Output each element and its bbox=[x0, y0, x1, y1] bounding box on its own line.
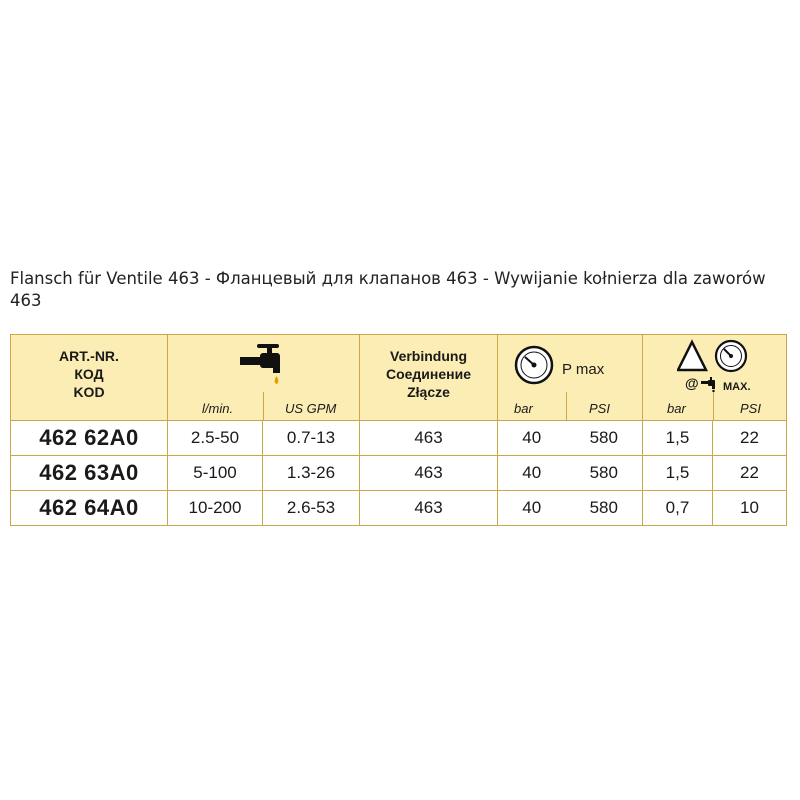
header-divider bbox=[713, 392, 714, 420]
cell-pmax-bar: 40 bbox=[498, 456, 566, 491]
art-label-2: КОД bbox=[74, 366, 104, 382]
unit-pmax-psi: PSI bbox=[589, 401, 610, 416]
cell-delta-psi: 22 bbox=[713, 421, 787, 456]
cell-delta-bar: 1,5 bbox=[643, 456, 713, 491]
header-art-nr bbox=[11, 335, 168, 421]
cell-pmax-bar: 40 bbox=[498, 421, 566, 456]
cell-pmax-psi: 580 bbox=[566, 491, 643, 526]
cell-connection: 463 bbox=[360, 456, 498, 491]
table-row bbox=[11, 491, 787, 526]
cell-code: 462 62A0 bbox=[11, 421, 168, 456]
table-header bbox=[11, 335, 787, 421]
at-symbol: @ bbox=[685, 375, 699, 391]
unit-delta-bar: bar bbox=[667, 401, 686, 416]
cell-lmin: 10-200 bbox=[168, 491, 263, 526]
cell-delta-psi: 10 bbox=[713, 491, 787, 526]
cell-code: 462 63A0 bbox=[11, 456, 168, 491]
cell-delta-bar: 0,7 bbox=[643, 491, 713, 526]
connection-label-1: Verbindung bbox=[390, 348, 467, 364]
cell-lmin: 5-100 bbox=[168, 456, 263, 491]
table-row bbox=[11, 421, 787, 456]
art-label-1: ART.-NR. bbox=[59, 348, 119, 364]
cell-code: 462 64A0 bbox=[11, 491, 168, 526]
art-label-3: KOD bbox=[73, 384, 105, 400]
pmax-label: P max bbox=[562, 361, 605, 378]
header-connection bbox=[360, 335, 498, 421]
header-pmax bbox=[498, 335, 643, 421]
max-label: MAX. bbox=[723, 381, 751, 393]
cell-lmin: 2.5-50 bbox=[168, 421, 263, 456]
cell-gpm: 2.6-53 bbox=[263, 491, 360, 526]
delta-pressure-icon bbox=[677, 339, 751, 373]
unit-delta-psi: PSI bbox=[740, 401, 761, 416]
cell-connection: 463 bbox=[360, 421, 498, 456]
pressure-gauge-icon bbox=[514, 345, 554, 385]
cell-pmax-psi: 580 bbox=[566, 421, 643, 456]
connection-label-3: Złącze bbox=[407, 384, 450, 400]
unit-pmax-bar: bar bbox=[514, 401, 533, 416]
product-table bbox=[10, 334, 787, 526]
cell-delta-bar: 1,5 bbox=[643, 421, 713, 456]
water-tap-icon bbox=[240, 343, 296, 387]
water-tap-small-icon bbox=[701, 376, 721, 392]
cell-pmax-bar: 40 bbox=[498, 491, 566, 526]
cell-pmax-psi: 580 bbox=[566, 456, 643, 491]
cell-gpm: 1.3-26 bbox=[263, 456, 360, 491]
unit-usgpm: US GPM bbox=[285, 401, 337, 416]
header-flow bbox=[168, 335, 360, 421]
connection-label-2: Соединение bbox=[385, 366, 472, 382]
cell-delta-psi: 22 bbox=[713, 456, 787, 491]
header-divider bbox=[566, 392, 567, 420]
unit-lmin: l/min. bbox=[202, 401, 234, 416]
table-row bbox=[11, 456, 787, 491]
header-divider bbox=[263, 392, 264, 420]
header-delta bbox=[643, 335, 787, 421]
cell-gpm: 0.7-13 bbox=[263, 421, 360, 456]
page-title: Flansch für Ventile 463 - Фланцевый для клапанов 463 - Wywijanie kołnierza dla zaworów 463 bbox=[10, 269, 766, 310]
cell-connection: 463 bbox=[360, 491, 498, 526]
